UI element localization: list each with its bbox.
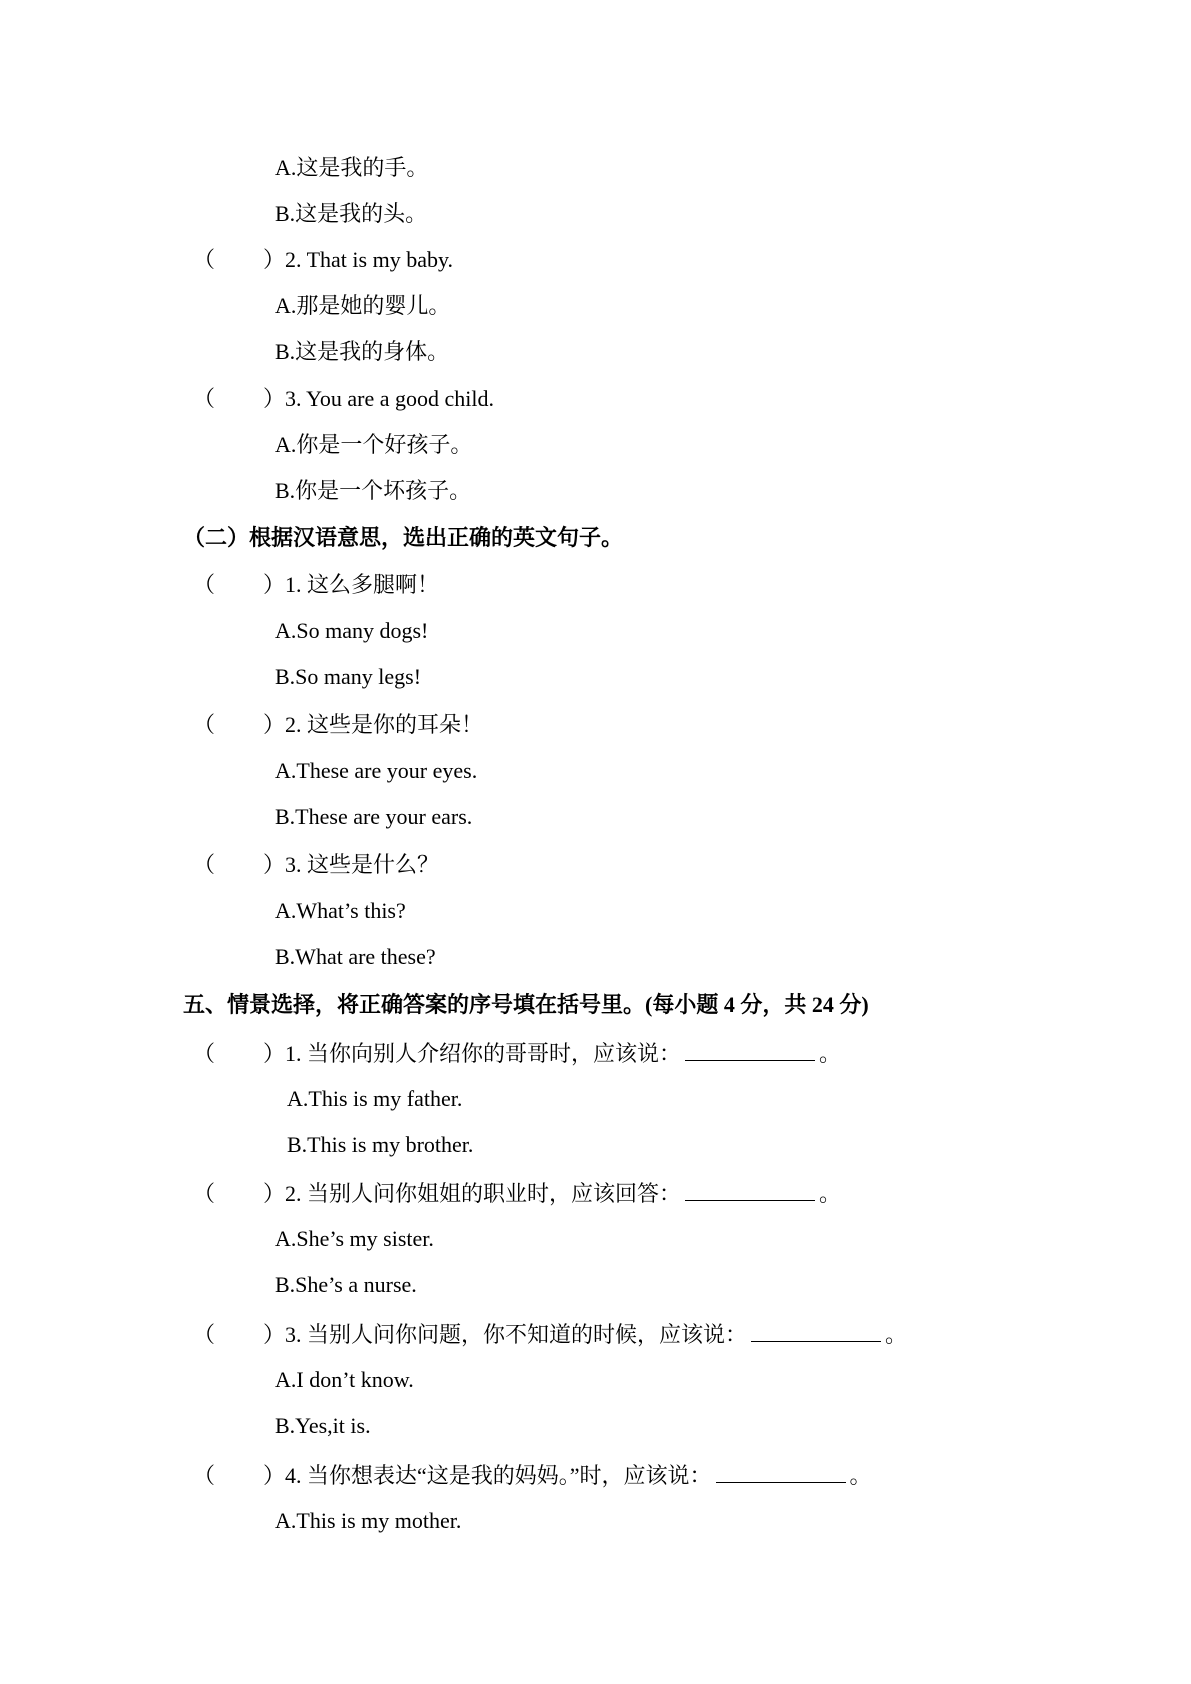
option-text: A.那是她的婴儿。: [275, 293, 451, 318]
question-end: 。: [819, 1041, 842, 1066]
question-line: [193, 385, 494, 413]
answer-paren[interactable]: （: [193, 712, 216, 737]
option-text: A.你是一个好孩子。: [275, 432, 473, 457]
option-text: A.This is my mother.: [275, 1508, 462, 1533]
question-text: ）2. 这些是你的耳朵！: [263, 712, 484, 737]
answer-paren[interactable]: （: [193, 1322, 216, 1347]
question-line: [193, 1178, 841, 1208]
question-text: ）3. 这些是什么？: [263, 852, 440, 877]
question-text: ）2. That is my baby.: [263, 247, 454, 272]
answer-paren[interactable]: （: [193, 1041, 216, 1066]
answer-paren[interactable]: （: [193, 386, 216, 411]
option-text: A.What’s this?: [275, 898, 406, 923]
option-text: A.These are your eyes.: [275, 758, 478, 783]
answer-paren[interactable]: （: [193, 572, 216, 597]
answer-blank[interactable]: [685, 1178, 815, 1201]
question-text: ）4. 当你想表达“这是我的妈妈。”时，应该说：: [263, 1463, 712, 1488]
question-line: [193, 571, 439, 599]
answer-paren[interactable]: （: [193, 247, 216, 272]
option-text: A.This is my father.: [287, 1086, 463, 1111]
answer-blank[interactable]: [716, 1460, 846, 1483]
option-text: B.This is my brother.: [287, 1132, 474, 1157]
option-text: A.She’s my sister.: [275, 1226, 434, 1251]
option-text: B.These are your ears.: [275, 804, 473, 829]
option-text: B.What are these?: [275, 944, 436, 969]
section-heading: （二）根据汉语意思，选出正确的英文句子。: [183, 525, 624, 550]
question-text: ）3. You are a good child.: [263, 386, 494, 411]
answer-paren[interactable]: （: [193, 852, 216, 877]
option-text: B.Yes,it is.: [275, 1413, 371, 1438]
answer-paren[interactable]: （: [193, 1181, 216, 1206]
question-end: 。: [819, 1181, 842, 1206]
option-text: A.So many dogs!: [275, 618, 429, 643]
answer-paren[interactable]: （: [193, 1463, 216, 1488]
option-text: B.你是一个坏孩子。: [275, 478, 472, 503]
question-end: 。: [885, 1322, 908, 1347]
question-end: 。: [849, 1463, 872, 1488]
answer-blank[interactable]: [685, 1038, 815, 1061]
answer-blank[interactable]: [751, 1319, 881, 1342]
option-text: B.这是我的头。: [275, 201, 428, 226]
question-line: [193, 711, 483, 739]
question-text: ）1. 这么多腿啊！: [263, 572, 440, 597]
option-text: B.这是我的身体。: [275, 339, 450, 364]
question-text: ）1. 当你向别人介绍你的哥哥时，应该说：: [263, 1041, 682, 1066]
option-text: B.So many legs!: [275, 664, 422, 689]
question-line: [193, 851, 439, 879]
option-text: B.She’s a nurse.: [275, 1272, 417, 1297]
question-line: [193, 246, 453, 274]
question-line: [193, 1319, 907, 1349]
question-text: ）2. 当别人问你姐姐的职业时，应该回答：: [263, 1181, 682, 1206]
question-text: ）3. 当别人问你问题，你不知道的时候，应该说：: [263, 1322, 748, 1347]
option-text: A.这是我的手。: [275, 155, 429, 180]
option-text: A.I don’t know.: [275, 1367, 414, 1392]
question-line: [193, 1038, 841, 1068]
question-line: [193, 1460, 872, 1490]
section-heading: 五、情景选择，将正确答案的序号填在括号里。(每小题 4 分，共 24 分): [183, 992, 869, 1017]
